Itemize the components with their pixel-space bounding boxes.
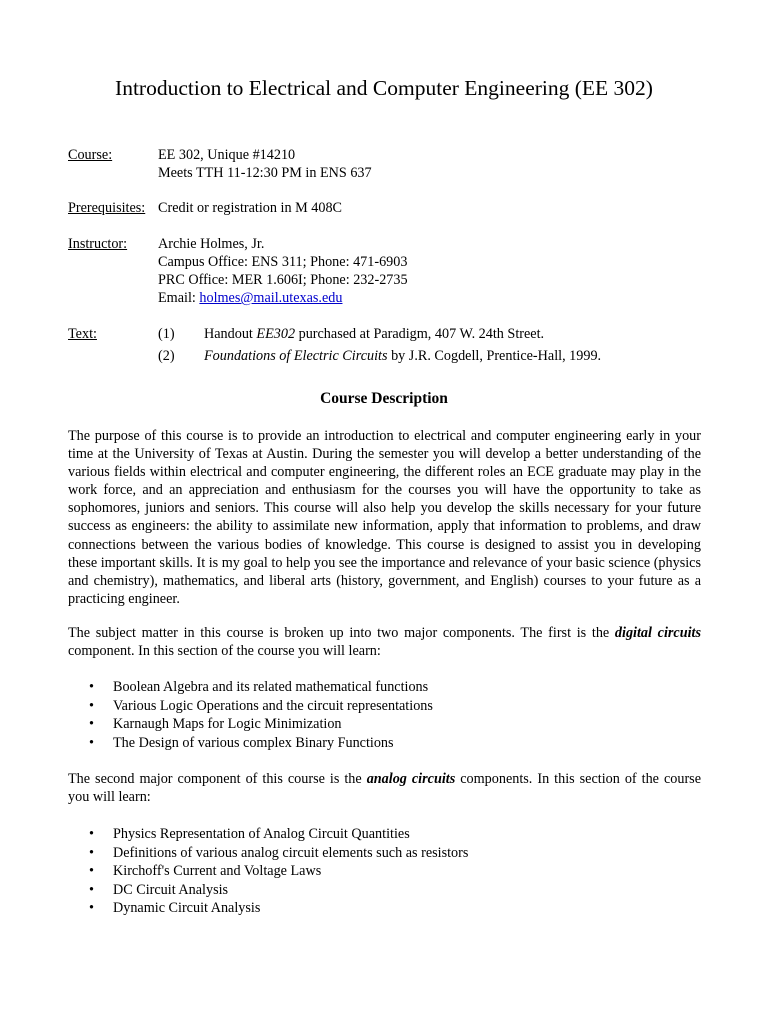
text-item-2-title: Foundations of Electric Circuits bbox=[204, 348, 388, 364]
list-item bbox=[68, 734, 433, 753]
instructor-label: Instructor: bbox=[68, 236, 128, 252]
list-item bbox=[68, 678, 433, 697]
instructor-name: Archie Holmes, Jr. bbox=[158, 236, 265, 252]
list-item-text: Definitions of various analog circuit elements such as resistors bbox=[113, 844, 469, 861]
bullet-icon: • bbox=[89, 900, 94, 917]
list-item bbox=[68, 697, 433, 716]
text-item-1-pre: Handout bbox=[204, 326, 257, 342]
bullet-icon: • bbox=[89, 826, 94, 842]
intro-paragraph: The purpose of this course is to provide an introduction to electrical and computer engineering early in your time at the University of Texas at Austin. During the semester you will develop a better understanding of the various fields within electrical and computer engineering, the different roles an ECE graduate may play in the work force, and an appreciation and enthusiasm for the courses you will have the opportunity to take as sophomores, juniors and seniors. This course will also help you develop the skills necessary for your future success as engineers: the ability to assimilate new information, apply that information to problems, and draw connections between the various bodies of knowledge. This course is designed to assist you in developing these important skills. It is my goal to help you see the importance and relevance of your basic science (physics and chemistry), mathematics, and liberal arts (history, government, and English) courses to your future as a practicing engineer. bbox=[68, 428, 701, 607]
digital-paragraph bbox=[68, 624, 701, 660]
bullet-icon: • bbox=[89, 734, 94, 751]
text-item-1-title: EE302 bbox=[256, 326, 296, 342]
list-item bbox=[68, 899, 468, 918]
course-description-heading: Course Description bbox=[320, 390, 448, 407]
analog-topics-list bbox=[68, 825, 468, 918]
bullet-icon: • bbox=[89, 881, 94, 898]
digital-topics-list bbox=[68, 678, 433, 752]
prerequisites-label: Prerequisites: bbox=[68, 200, 146, 216]
campus-office: Campus Office: ENS 311; Phone: 471-6903 bbox=[158, 254, 408, 270]
list-item-text: Boolean Algebra and its related mathematical functions bbox=[113, 679, 429, 695]
course-line-1: EE 302, Unique #14210 bbox=[158, 147, 296, 163]
digital-paragraph-pre: The subject matter in this course is broken up into two major components. The first is the bbox=[68, 625, 615, 641]
list-item bbox=[68, 862, 468, 881]
text-item-2 bbox=[204, 347, 601, 365]
course-line-2: Meets TTH 11-12:30 PM in ENS 637 bbox=[158, 165, 372, 181]
email-label: Email: bbox=[158, 290, 196, 306]
bullet-icon: • bbox=[89, 697, 94, 714]
document-title: Introduction to Electrical and Computer Engineering (EE 302) bbox=[115, 76, 653, 100]
bullet-icon: • bbox=[89, 863, 94, 880]
list-item-text: Dynamic Circuit Analysis bbox=[113, 900, 261, 917]
list-item-text: Kirchoff's Current and Voltage Laws bbox=[113, 863, 322, 880]
list-item-text: Physics Representation of Analog Circuit Quantities bbox=[113, 826, 410, 842]
list-item-text: The Design of various complex Binary Functions bbox=[113, 734, 394, 751]
instructor-email-line bbox=[158, 289, 342, 307]
text-item-2-post: by J.R. Cogdell, Prentice-Hall, 1999. bbox=[387, 348, 602, 364]
email-link[interactable]: holmes@mail.utexas.edu bbox=[199, 290, 343, 306]
text-item-1-post: purchased at Paradigm, 407 W. 24th Street. bbox=[295, 326, 545, 342]
course-label: Course: bbox=[68, 147, 113, 163]
analog-paragraph-pre: The second major component of this course is the bbox=[68, 771, 367, 787]
prc-office: PRC Office: MER 1.606I; Phone: 232-2735 bbox=[158, 272, 408, 288]
analog-paragraph-post: components. In this section of the course you will learn: bbox=[68, 771, 702, 806]
list-item bbox=[68, 715, 433, 734]
list-item-text: DC Circuit Analysis bbox=[113, 881, 229, 898]
digital-paragraph-post: component. In this section of the course you will learn: bbox=[68, 643, 381, 660]
text-item-2-number: (2) bbox=[158, 348, 175, 364]
text-item-1 bbox=[204, 325, 544, 343]
text-label: Text: bbox=[68, 326, 97, 342]
analog-paragraph bbox=[68, 770, 701, 806]
list-item-text: Karnaugh Maps for Logic Minimization bbox=[113, 716, 342, 733]
analog-circuits-emphasis: analog circuits bbox=[366, 771, 456, 787]
prerequisites-value: Credit or registration in M 408C bbox=[158, 200, 343, 216]
bullet-icon: • bbox=[89, 679, 94, 695]
list-item bbox=[68, 844, 468, 863]
list-item-text: Various Logic Operations and the circuit representations bbox=[113, 697, 433, 714]
bullet-icon: • bbox=[89, 716, 94, 733]
list-item bbox=[68, 881, 468, 900]
bullet-icon: • bbox=[89, 844, 94, 861]
text-item-1-number: (1) bbox=[158, 326, 175, 342]
list-item bbox=[68, 825, 468, 844]
digital-circuits-emphasis: digital circuits bbox=[614, 625, 702, 641]
